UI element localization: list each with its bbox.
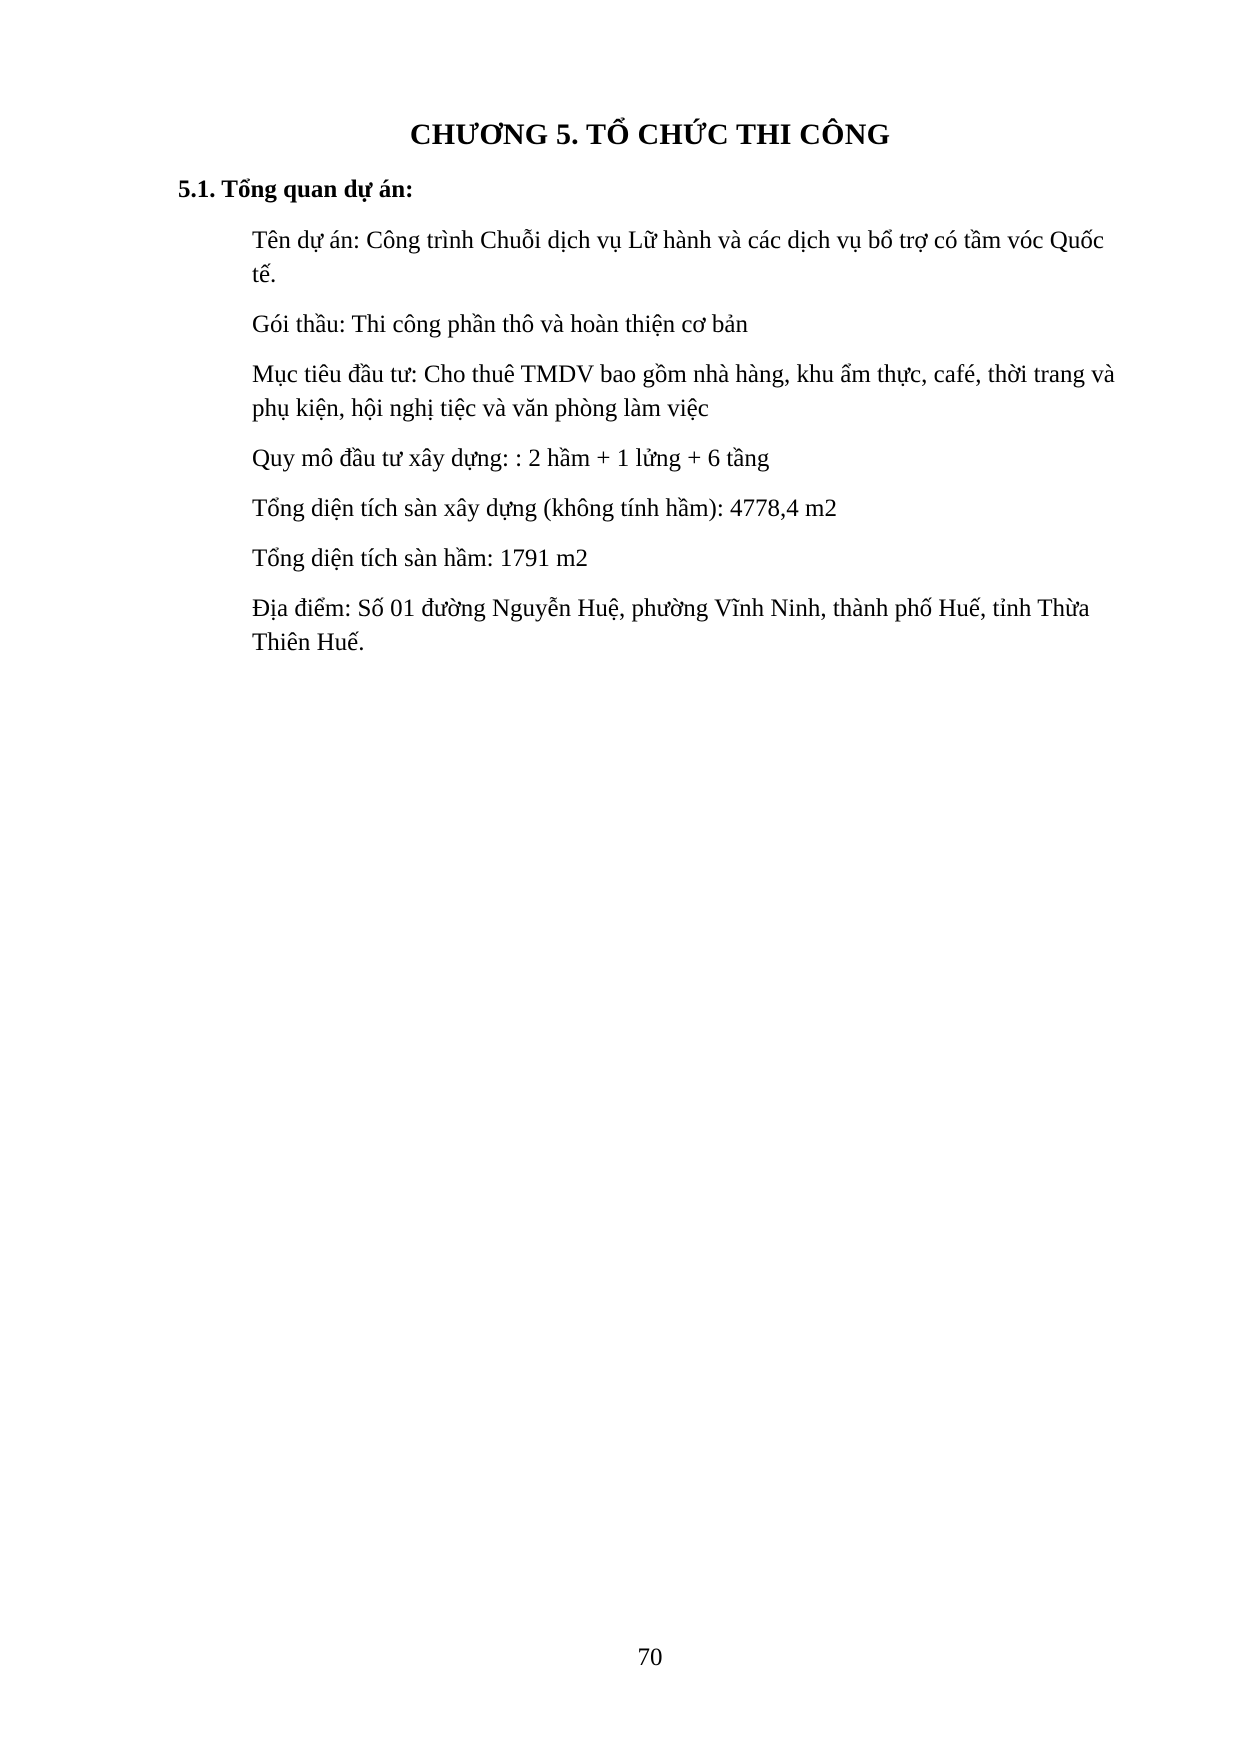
- construction-scale-paragraph: Quy mô đầu tư xây dựng: : 2 hầm + 1 lửng + 6 tầng: [252, 445, 770, 472]
- basement-area-paragraph: Tổng diện tích sàn hầm: 1791 m2: [252, 545, 589, 572]
- page-number: 70: [637, 1644, 663, 1671]
- section-body: [252, 224, 1132, 676]
- project-name-paragraph: Tên dự án: Công trình Chuỗi dịch vụ Lữ hành và các dịch vụ bổ trợ có tầm vóc Quốc tế.: [252, 227, 1104, 288]
- investment-objective-paragraph: Mục tiêu đầu tư: Cho thuê TMDV bao gồm nhà hàng, khu ẩm thực, café, thời trang và phụ kiện, hội nghị tiệc và văn phòng làm việc: [252, 361, 1115, 422]
- location-paragraph: Địa điểm: Số 01 đường Nguyễn Huệ, phường Vĩnh Ninh, thành phố Huế, tỉnh Thừa Thiên Huế.: [252, 595, 1090, 656]
- chapter-title: CHƯƠNG 5. TỔ CHỨC THI CÔNG: [409, 118, 891, 151]
- section-heading: 5.1. Tổng quan dự án:: [178, 176, 414, 203]
- bid-package-paragraph: Gói thầu: Thi công phần thô và hoàn thiện cơ bản: [252, 311, 748, 338]
- floor-area-paragraph: Tổng diện tích sàn xây dựng (không tính hầm): 4778,4 m2: [252, 495, 837, 522]
